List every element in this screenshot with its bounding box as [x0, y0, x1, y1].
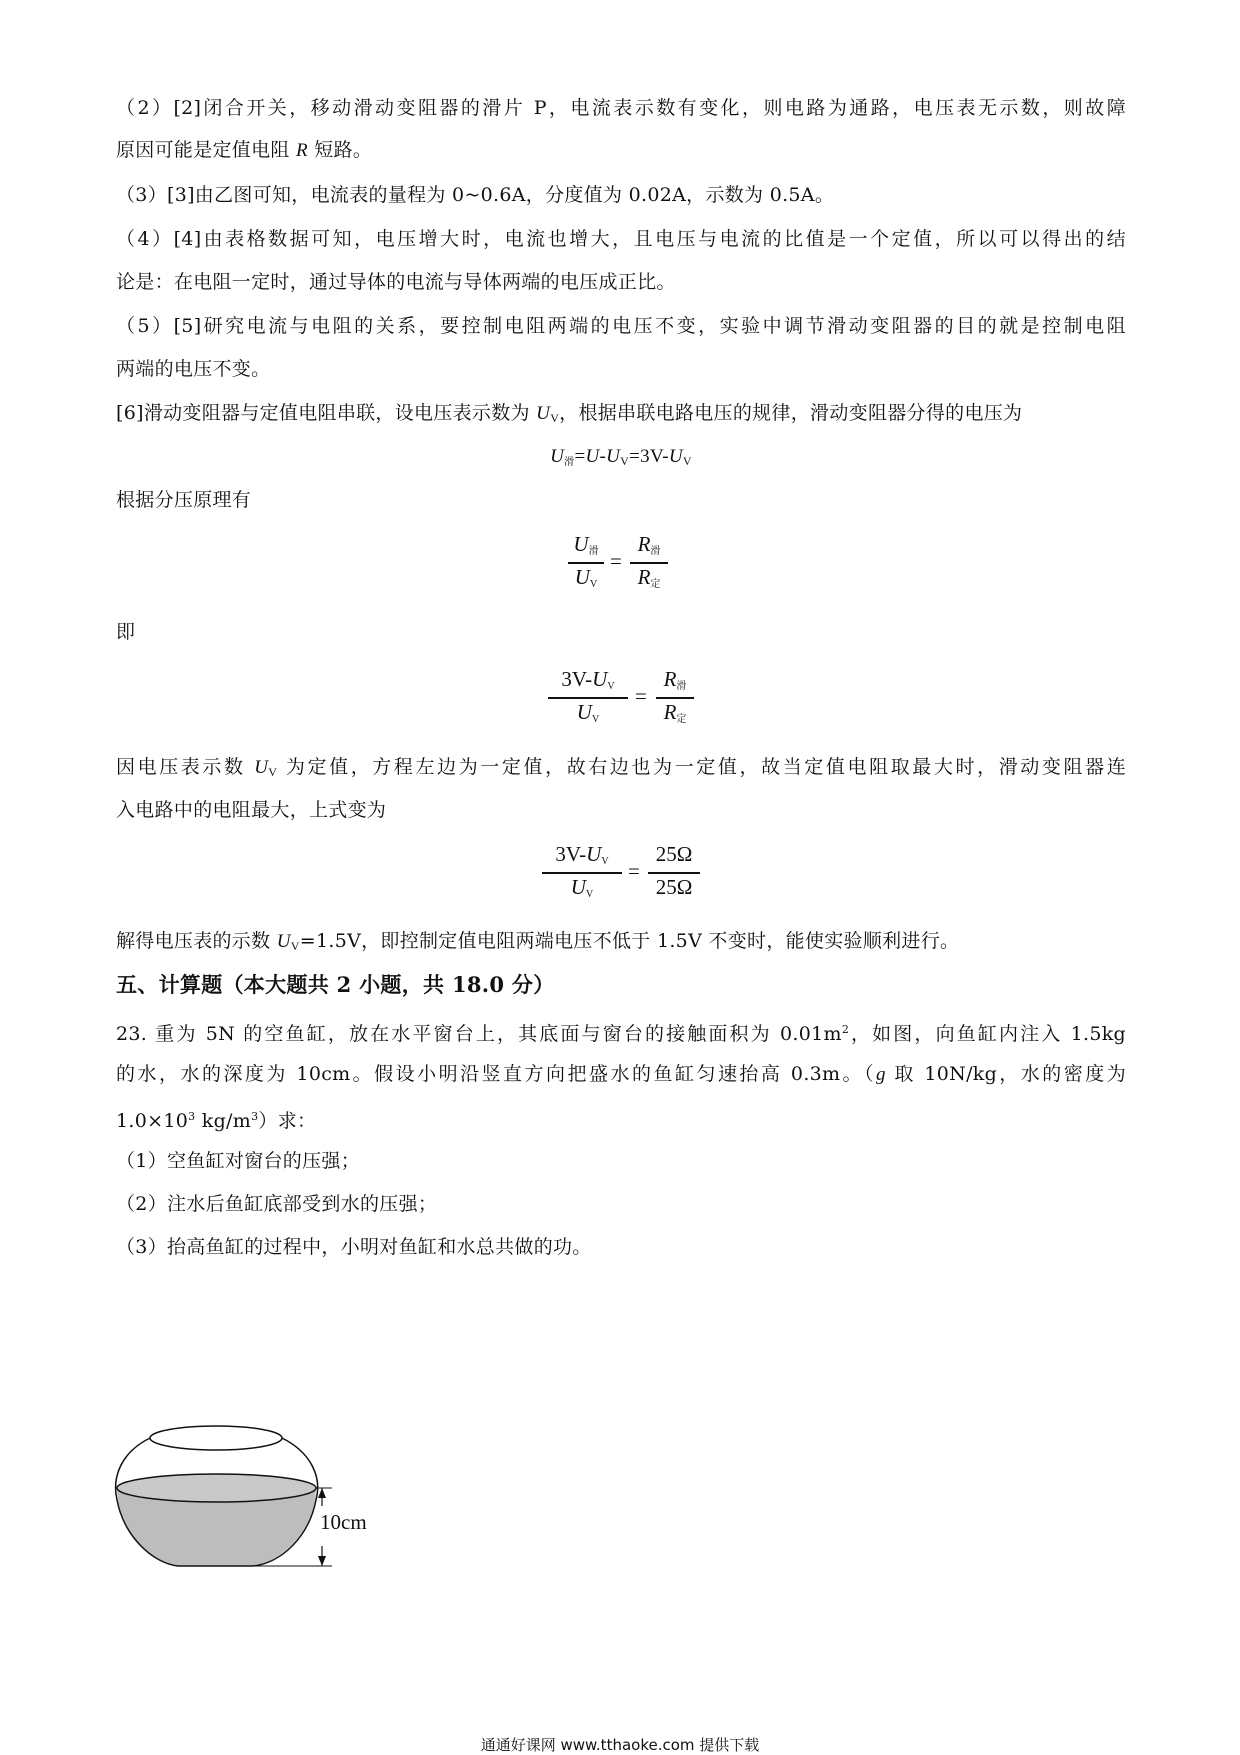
fraction-right	[630, 532, 668, 596]
paragraph-6-line-1	[116, 399, 1126, 432]
paragraph-8: 即	[116, 621, 136, 643]
formula-1	[116, 443, 1126, 477]
superscript: 3	[188, 1110, 196, 1123]
numerator: 25Ω	[655, 842, 693, 866]
arrowhead-down	[318, 1556, 326, 1566]
variable-u: U	[606, 446, 621, 467]
superscript: 3	[251, 1110, 259, 1123]
subscript: V	[550, 411, 560, 425]
variable-u: U	[550, 446, 565, 467]
paragraph-4-line-2: 论是：在电阻一定时，通过导体的电流与导体两端的电压成正比。	[116, 271, 676, 293]
variable-u: U	[276, 931, 291, 952]
equals-sign: =	[574, 446, 586, 467]
equals-sign: =	[635, 684, 647, 708]
variable-g: g	[876, 1064, 886, 1085]
numerator	[630, 532, 668, 557]
subscript: 滑	[588, 546, 599, 557]
text-run: 因电压表示数	[116, 756, 255, 778]
text-run: 为定值，方程左边为一定值，故右边也为一定值，故当定值电阻取最大时，滑动变阻器连	[277, 756, 1127, 778]
subscript: 定	[650, 579, 661, 590]
text-run: ）求：	[258, 1110, 317, 1132]
fraction-bar	[630, 562, 668, 564]
variable-u: U	[574, 565, 590, 589]
subscript: V	[290, 939, 300, 953]
variable-u: U	[586, 842, 602, 866]
minus-sign: -	[599, 446, 607, 467]
variable-u: U	[570, 875, 586, 899]
variable-r: R	[296, 140, 308, 161]
text-run: 23. 重为 5N 的空鱼缸，放在水平窗台上，其底面与窗台的接触面积为 0.01m	[116, 1023, 842, 1045]
paragraph-2-line-1: （2）[2]闭合开关，移动滑动变阻器的滑片 P，电流表示数有变化，则电路为通路，电压表无示数，则故障	[116, 97, 1126, 119]
fraction-right	[648, 842, 700, 906]
paragraph-10	[116, 927, 1126, 960]
denominator	[630, 565, 668, 590]
denominator: 25Ω	[655, 875, 693, 899]
variable-r: R	[637, 532, 651, 556]
paragraph-4-line-1: （4）[4]由表格数据可知，电压增大时，电流也增大，且电压与电流的比值是一个定值，所以可以得出的结	[116, 228, 1126, 250]
arrowhead-up	[318, 1488, 326, 1498]
superscript: 2	[841, 1023, 850, 1036]
subscript: 滑	[650, 546, 661, 557]
fraction-right	[656, 667, 694, 731]
denominator	[656, 700, 694, 725]
subscript: V	[589, 579, 598, 590]
question-23-part-3: （3）抬高鱼缸的过程中，小明对鱼缸和水总共做的功。	[116, 1236, 592, 1258]
text-run: kg/m	[195, 1110, 252, 1132]
section-heading: 五、计算题（本大题共 2 小题，共 18.0 分）	[116, 972, 555, 997]
question-23-part-1: （1）空鱼缸对窗台的压强；	[116, 1150, 360, 1172]
question-23-line-1	[116, 1016, 1126, 1048]
fraction-left	[568, 532, 604, 596]
text-run: 3V-	[555, 842, 587, 866]
variable-u: U	[536, 403, 551, 424]
numerator	[656, 667, 694, 692]
text-run: ，根据串联电路电压的规律，滑动变阻器分得的电压为	[559, 402, 1023, 424]
paragraph-3: （3）[3]由乙图可知，电流表的量程为 0~0.6A，分度值为 0.02A，示数为 0.5A。	[116, 184, 835, 206]
variable-r: R	[663, 700, 677, 724]
question-23-part-2: （2）注水后鱼缸底部受到水的压强；	[116, 1193, 438, 1215]
subscript: V	[682, 454, 692, 468]
text-run: ，如图，向鱼缸内注入 1.5kg	[849, 1023, 1127, 1045]
subscript: 定	[676, 714, 687, 725]
subscript: V	[607, 681, 615, 692]
paragraph-9-line-1	[116, 753, 1126, 786]
subscript: V	[585, 889, 594, 900]
text-run: 解得电压表的示数	[116, 930, 277, 952]
page-footer: 通通好课网 www.tthaoke.com 提供下载	[480, 1736, 760, 1754]
subscript: 滑	[564, 457, 575, 468]
paragraph-7: 根据分压原理有	[116, 489, 252, 511]
depth-label: 10cm	[320, 1510, 367, 1534]
subscript: V	[268, 765, 278, 779]
paragraph-2-line-2	[116, 136, 1126, 165]
question-23-line-2	[116, 1060, 1126, 1089]
equals-sign: =	[610, 549, 622, 573]
numerator	[542, 842, 622, 867]
paragraph-5-line-1: （5）[5]研究电流与电阻的关系，要控制电阻两端的电压不变，实验中调节滑动变阻器的目的就是控制电阻	[116, 315, 1126, 337]
subscript: V	[601, 856, 609, 867]
equals-sign: =	[628, 859, 640, 883]
text-run: 1.0×10	[116, 1110, 189, 1132]
fish-tank-figure	[110, 1418, 410, 1582]
text-run: 的水，水的深度为 10cm。假设小明沿竖直方向把盛水的鱼缸匀速抬高 0.3m。（	[116, 1063, 877, 1085]
bowl-opening	[150, 1426, 282, 1450]
text-run: 短路。	[307, 139, 373, 161]
text-run: =1.5V，即控制定值电阻两端电压不低于 1.5V 不变时，能使实验顺利进行。	[299, 930, 960, 952]
variable-u: U	[573, 532, 589, 556]
variable-u: U	[576, 700, 592, 724]
denominator	[542, 875, 622, 900]
paragraph-5-line-2: 两端的电压不变。	[116, 358, 271, 380]
text-run: 取 10N/kg，水的密度为	[885, 1063, 1126, 1085]
denominator	[568, 565, 604, 590]
fish-tank-diagram	[110, 1418, 410, 1578]
text-run: 原因可能是定值电阻	[116, 139, 297, 161]
variable-u: U	[585, 446, 600, 467]
variable-u: U	[592, 667, 608, 691]
fraction-bar	[568, 562, 604, 564]
equals-sign: =3V-	[629, 446, 669, 467]
text-run: [6]滑动变阻器与定值电阻串联，设电压表示数为	[116, 402, 537, 424]
text-run: 3V-	[561, 667, 593, 691]
subscript: 滑	[676, 681, 687, 692]
denominator	[548, 700, 628, 725]
fraction-left	[548, 667, 628, 731]
numerator	[568, 532, 604, 557]
fraction-bar	[542, 872, 622, 874]
subscript: V	[620, 454, 630, 468]
fraction-bar	[656, 697, 694, 699]
fraction-bar	[548, 697, 628, 699]
water-surface	[117, 1474, 316, 1502]
question-23-line-3	[116, 1103, 1126, 1135]
variable-u: U	[668, 446, 683, 467]
subscript: V	[591, 714, 600, 725]
fraction-bar	[648, 872, 700, 874]
variable-r: R	[637, 565, 651, 589]
numerator	[548, 667, 628, 692]
variable-u: U	[254, 757, 269, 778]
variable-r: R	[663, 667, 677, 691]
fraction-left	[542, 842, 622, 906]
paragraph-9-line-2: 入电路中的电阻最大，上式变为	[116, 799, 387, 821]
